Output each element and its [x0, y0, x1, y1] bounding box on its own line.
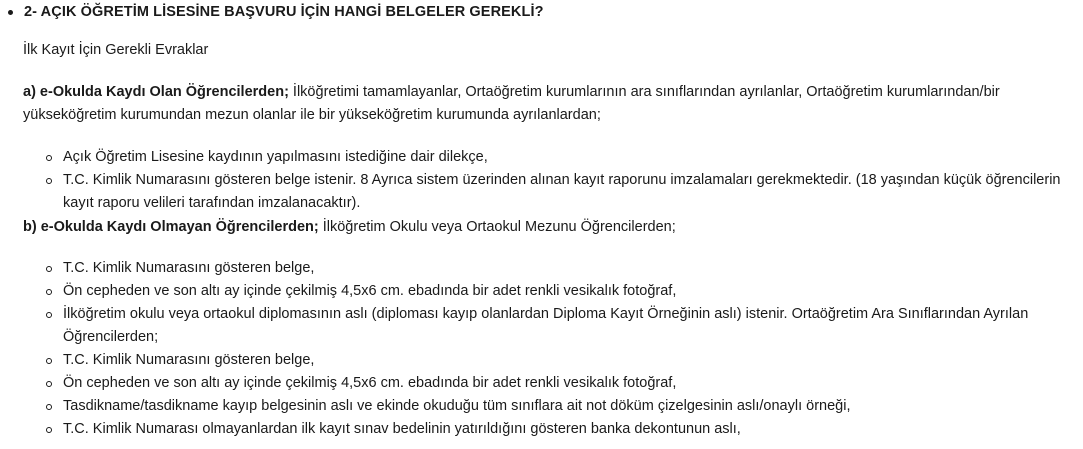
- circle-bullet-icon: [46, 404, 52, 410]
- heading-row: [6, 1, 544, 24]
- section-heading: 2- AÇIK ÖĞRETİM LİSESİNE BAŞVURU İÇİN HANGİ BELGELER GEREKLİ?: [24, 4, 544, 20]
- intro-text: İlk Kayıt İçin Gerekli Evraklar: [23, 42, 209, 58]
- circle-bullet-icon: [46, 427, 52, 433]
- list-item: Ön cepheden ve son altı ay içinde çekilmiş 4,5x6 cm. ebadında bir adet renkli vesikalık fotoğraf,: [46, 280, 1066, 303]
- circle-bullet-icon: [46, 289, 52, 295]
- section-a-text: İlköğretimi tamamlayanlar, Ortaöğretim kurumlarının ara sınıflarından ayrılanlar, Ortaöğretim kurumlarından/bir yükseköğretim kurumundan mezun olanlar ile bir yükseköğretim kurumunda ayrılanlardan;: [23, 84, 1000, 123]
- bullet-icon: [8, 10, 13, 15]
- circle-bullet-icon: [46, 381, 52, 387]
- list-item: T.C. Kimlik Numarası olmayanlardan ilk kayıt sınav bedelinin yatırıldığını gösteren banka dekontunun aslı,: [46, 418, 1066, 441]
- list-item: Ön cepheden ve son altı ay içinde çekilmiş 4,5x6 cm. ebadında bir adet renkli vesikalık fotoğraf,: [46, 372, 1066, 395]
- list-item: T.C. Kimlik Numarasını gösteren belge istenir. 8 Ayrıca sistem üzerinden alınan kayıt raporunu imzalamaları gerekmektedir. (18 yaşından küçük öğrencilerin kayıt raporu velileri tarafından imzalanacaktır).: [46, 169, 1066, 215]
- list-item: İlköğretim okulu veya ortaokul diplomasının aslı (diploması kayıp olanlardan Diploma Kayıt Örneğinin aslı) istenir. Ortaöğretim Ara Sınıflarından Ayrılan Öğrencilerden;: [46, 303, 1066, 349]
- section-a-paragraph: [23, 81, 1073, 127]
- circle-bullet-icon: [46, 312, 52, 318]
- list-item: Açık Öğretim Lisesine kaydının yapılmasını istediğine dair dilekçe,: [46, 146, 1066, 169]
- circle-bullet-icon: [46, 358, 52, 364]
- section-b-paragraph: [23, 216, 1073, 239]
- list-item: T.C. Kimlik Numarasını gösteren belge,: [46, 349, 1066, 372]
- list-item: Tasdikname/tasdikname kayıp belgesinin aslı ve ekinde okuduğu tüm sınıflara ait not döküm çizelgesinin aslı/onaylı örneği,: [46, 395, 1066, 418]
- circle-bullet-icon: [46, 178, 52, 184]
- section-b-title: b) e-Okulda Kaydı Olmayan Öğrencilerden;: [23, 219, 319, 235]
- list-item: T.C. Kimlik Numarasını gösteren belge,: [46, 257, 1066, 280]
- circle-bullet-icon: [46, 266, 52, 272]
- section-a-title: a) e-Okulda Kaydı Olan Öğrencilerden;: [23, 84, 289, 100]
- section-b-text: İlköğretim Okulu veya Ortaokul Mezunu Öğrencilerden;: [318, 219, 676, 235]
- section-a-list: [46, 146, 1066, 215]
- section-b-list: [46, 257, 1066, 441]
- circle-bullet-icon: [46, 155, 52, 161]
